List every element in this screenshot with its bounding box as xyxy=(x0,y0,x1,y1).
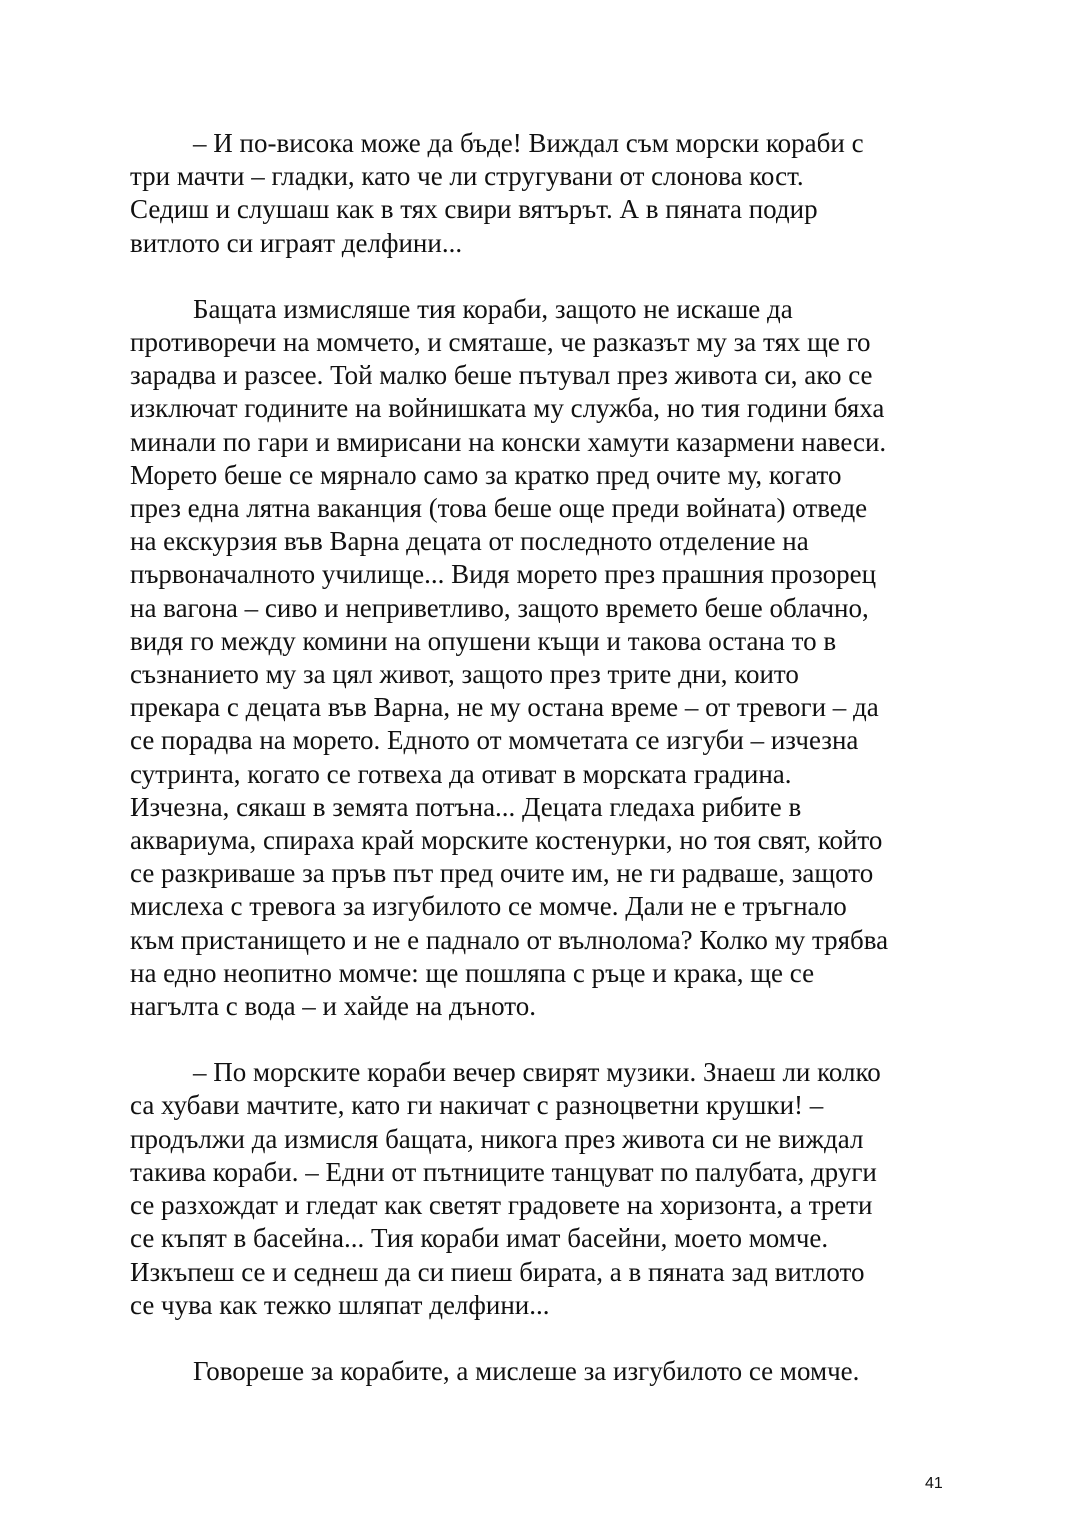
paragraph: Говореше за корабите, а мислеше за изгубилото се момче. xyxy=(193,1355,860,1386)
paragraph: – По морските кораби вечер свирят музики. Знаеш ли колко са хубави мачтите, като ги накичат с разноцветни крушки! – продължи да измисля бащата, никога през живота си не виждал такива кораби. – Едни от пътниците танцуват по палубата, други се разхождат и гледат как светят градовете на хоризонта, а трети се къпят в басейна... Тия кораби имат басейни, моето момче. Изкъпеш се и седнеш да си пиеш бирата, а в пяната зад витлото се чува как тежко шляпат делфини... xyxy=(130,1057,881,1320)
paragraph: – И по-висока може да бъде! Виждал съм морски кораби с три мачти – гладки, като че ли стругувани от слонова кост. Седиш и слушаш как в тях свири вятърът. А в пяната подир витлото си играят делфини... xyxy=(130,128,864,258)
body-text xyxy=(130,127,952,1421)
paragraph: Бащата измисляше тия кораби, защото не искаше да противоречи на момчето, и смяташе, че разказът му за тях ще го зарадва и разсее. Той малко беше пътувал през живота си, ако се изключат годините на войнишката му служба, но тия години бяха минали по гари и вмирисани на конски хамути казармени навеси. Морето беше се мярнало само за кратко пред очите му, когато през една лятна ваканция (това беше още преди войната) отведе на екскурзия във Варна децата от последното отделение на първоначалното училище... Видя морето през прашния прозорец на вагона – сиво и неприветливо, защото времето беше облачно, видя го между комини на опушени къщи и такова остана то в съзнанието му за цял живот, защото през трите дни, които прекара с децата във Варна, не му остана време – от тревоги – да се порадва на морето. Едното от момчетата се изгуби – изчезна сутринта, когато се готвеха да отиват в морската градина. Изчезна, сякаш в земята потъна... Децата гледаха рибите в аквариума, спираха край морските костенурки, но тоя свят, който се разкриваше за пръв път пред очите им, не ги радваше, защото мислеха с тревога за изгубилото се момче. Дали не е тръгнало към пристанището и не е паднало от вълнолома? Колко му трябва на едно неопитно момче: ще пошляпа с ръце и крака, ще се нагълта с вода – и хайде на дъното. xyxy=(130,293,889,1022)
page-number: 41 xyxy=(925,1475,943,1492)
